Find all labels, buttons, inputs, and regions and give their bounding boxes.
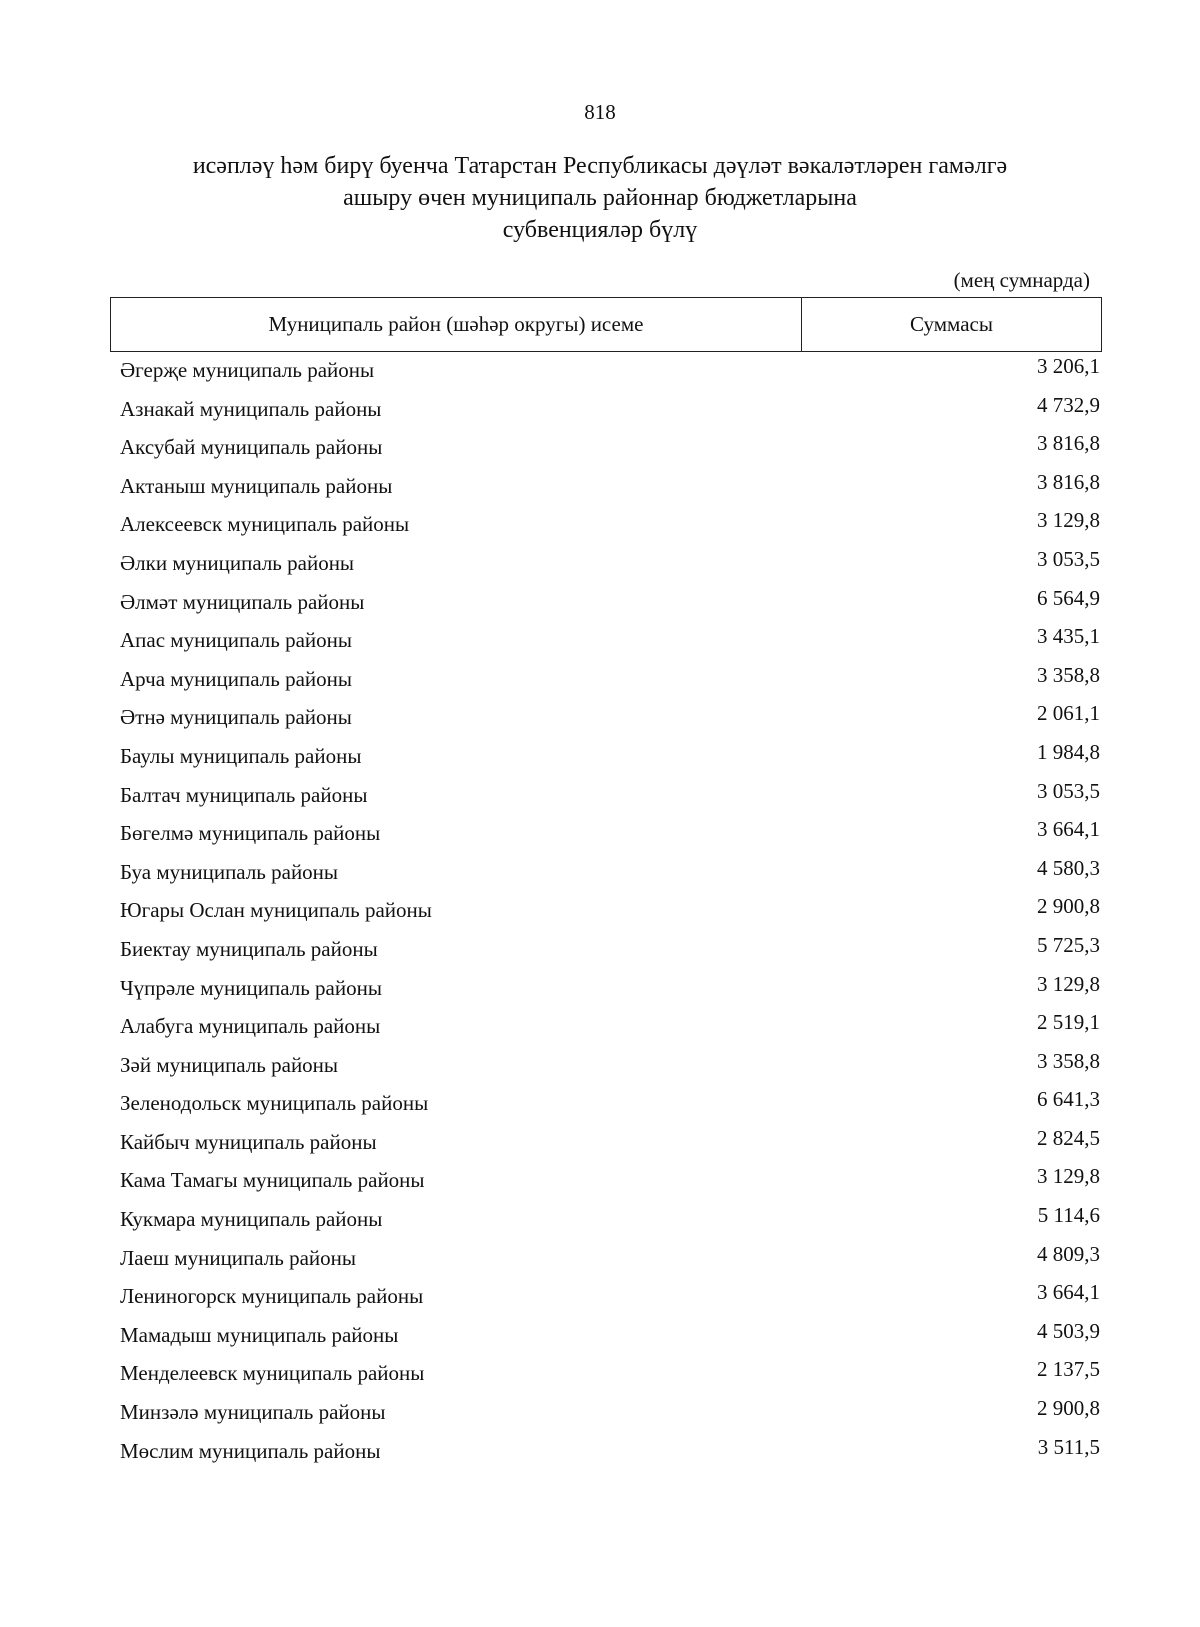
district-name: Кукмара муниципаль районы: [120, 1207, 383, 1232]
subvention-amount: 3 435,1: [1037, 624, 1100, 649]
title-line: исәпләү һәм бирү буенча Татарстан Республикасы дәүләт вәкаләтләрен гамәлгә: [192, 153, 1008, 179]
subvention-amount: 3 129,8: [1037, 971, 1100, 996]
table-row: [110, 586, 1100, 625]
table-row: [110, 1357, 1100, 1396]
table-row: [110, 1396, 1100, 1435]
subvention-amount: 3 358,8: [1037, 1048, 1100, 1073]
district-name: Кама Тамагы муниципаль районы: [120, 1168, 425, 1193]
column-header-amount: Суммасы: [910, 312, 993, 336]
table-row: [110, 1126, 1100, 1165]
subvention-amount: 5 114,6: [1037, 1203, 1100, 1228]
table-row: [110, 701, 1100, 740]
table-row: [110, 1435, 1100, 1474]
table-row: [110, 894, 1100, 933]
subvention-amount: 2 519,1: [1037, 1010, 1100, 1035]
table-row: [110, 1280, 1100, 1319]
district-name: Чүпрәле муниципаль районы: [120, 975, 382, 1000]
district-name: Әгерҗе муниципаль районы: [120, 358, 375, 382]
table-row: [110, 972, 1100, 1011]
table-row: [110, 508, 1100, 547]
subvention-amount: 4 580,3: [1037, 855, 1100, 880]
subvention-amount: 3 053,5: [1037, 778, 1100, 803]
district-name: Балтач муниципаль районы: [120, 782, 368, 807]
table-row: [110, 431, 1100, 470]
district-name: Лаеш муниципаль районы: [120, 1245, 357, 1270]
subvention-amount: 3 664,1: [1037, 817, 1100, 842]
subvention-amount: 6 641,3: [1037, 1087, 1100, 1112]
subvention-amount: 5 725,3: [1037, 932, 1100, 957]
title-line: ашыру өчен муниципаль районнар бюджетларына: [343, 185, 857, 211]
subvention-amount: 2 824,5: [1037, 1125, 1100, 1150]
table-row: [110, 779, 1100, 818]
table-row: [110, 393, 1100, 432]
district-name: Зәй муниципаль районы: [120, 1052, 339, 1077]
district-name: Мамадыш муниципаль районы: [120, 1322, 399, 1347]
table-row: [110, 1242, 1100, 1281]
table-row: [110, 1203, 1100, 1242]
table-row: [110, 740, 1100, 779]
subvention-amount: 2 137,5: [1037, 1357, 1100, 1382]
subvention-amount: 3 129,8: [1037, 508, 1100, 533]
subvention-amount: 3 129,8: [1037, 1164, 1100, 1189]
subvention-amount: 3 664,1: [1037, 1280, 1100, 1305]
table-row: [110, 1319, 1100, 1358]
table-body: [110, 354, 1100, 1473]
district-name: Аксубай муниципаль районы: [120, 435, 383, 460]
district-name: Әлмәт муниципаль районы: [120, 589, 365, 614]
page-number: 818: [584, 100, 616, 124]
district-name: Арча муниципаль районы: [120, 666, 352, 691]
subvention-amount: 2 900,8: [1037, 1396, 1100, 1421]
district-name: Югары Ослан муниципаль районы: [120, 898, 432, 923]
subvention-amount: 2 900,8: [1037, 894, 1100, 919]
district-name: Апас муниципаль районы: [120, 628, 352, 653]
district-name: Алексеевск муниципаль районы: [120, 512, 410, 537]
district-name: Баулы муниципаль районы: [120, 743, 362, 768]
table-row: [110, 933, 1100, 972]
table-row: [110, 663, 1100, 702]
table-row: [110, 1049, 1100, 1088]
district-name: Бөгелмә муниципаль районы: [120, 821, 381, 846]
district-name: Буа муниципаль районы: [120, 859, 339, 884]
table-header: [110, 297, 1102, 352]
subvention-amount: 3 816,8: [1037, 469, 1100, 494]
table-row: [110, 1010, 1100, 1049]
district-name: Алабуга муниципаль районы: [120, 1014, 381, 1039]
units-note: (мең сумнарда): [953, 268, 1090, 292]
title-line: субвенцияләр бүлү: [502, 217, 698, 243]
subvention-amount: 3 511,5: [1037, 1434, 1100, 1459]
table-row: [110, 354, 1100, 393]
subvention-amount: 1 984,8: [1037, 739, 1100, 764]
subvention-amount: 2 061,1: [1037, 701, 1100, 726]
district-name: Менделеевск муниципаль районы: [120, 1361, 425, 1386]
document-title: [100, 150, 1100, 246]
subvention-amount: 4 809,3: [1037, 1241, 1100, 1266]
district-name: Зеленодольск муниципаль районы: [120, 1091, 429, 1116]
district-name: Биектау муниципаль районы: [120, 936, 378, 961]
table-row: [110, 470, 1100, 509]
table-row: [110, 1087, 1100, 1126]
district-name: Әлки муниципаль районы: [120, 550, 355, 575]
table-row: [110, 624, 1100, 663]
subvention-amount: 4 732,9: [1037, 392, 1100, 417]
table-row: [110, 547, 1100, 586]
column-header-name: Муниципаль район (шәһәр округы) исеме: [111, 298, 802, 351]
district-name: Азнакай муниципаль районы: [120, 396, 382, 421]
district-name: Мөслим муниципаль районы: [120, 1438, 381, 1463]
district-name: Лениногорск муниципаль районы: [120, 1284, 424, 1309]
subvention-amount: 3 206,1: [1037, 354, 1100, 378]
district-name: Минзәлә муниципаль районы: [120, 1400, 386, 1425]
district-name: Кайбыч муниципаль районы: [120, 1129, 377, 1154]
table-row: [110, 1164, 1100, 1203]
subvention-amount: 6 564,9: [1037, 585, 1100, 610]
district-name: Актаныш муниципаль районы: [120, 473, 393, 498]
district-name: Әтнә муниципаль районы: [120, 705, 352, 730]
subvention-amount: 3 358,8: [1037, 662, 1100, 687]
subvention-amount: 3 816,8: [1037, 431, 1100, 456]
subvention-amount: 3 053,5: [1037, 546, 1100, 571]
table-row: [110, 817, 1100, 856]
subvention-amount: 4 503,9: [1037, 1318, 1100, 1343]
table-row: [110, 856, 1100, 895]
